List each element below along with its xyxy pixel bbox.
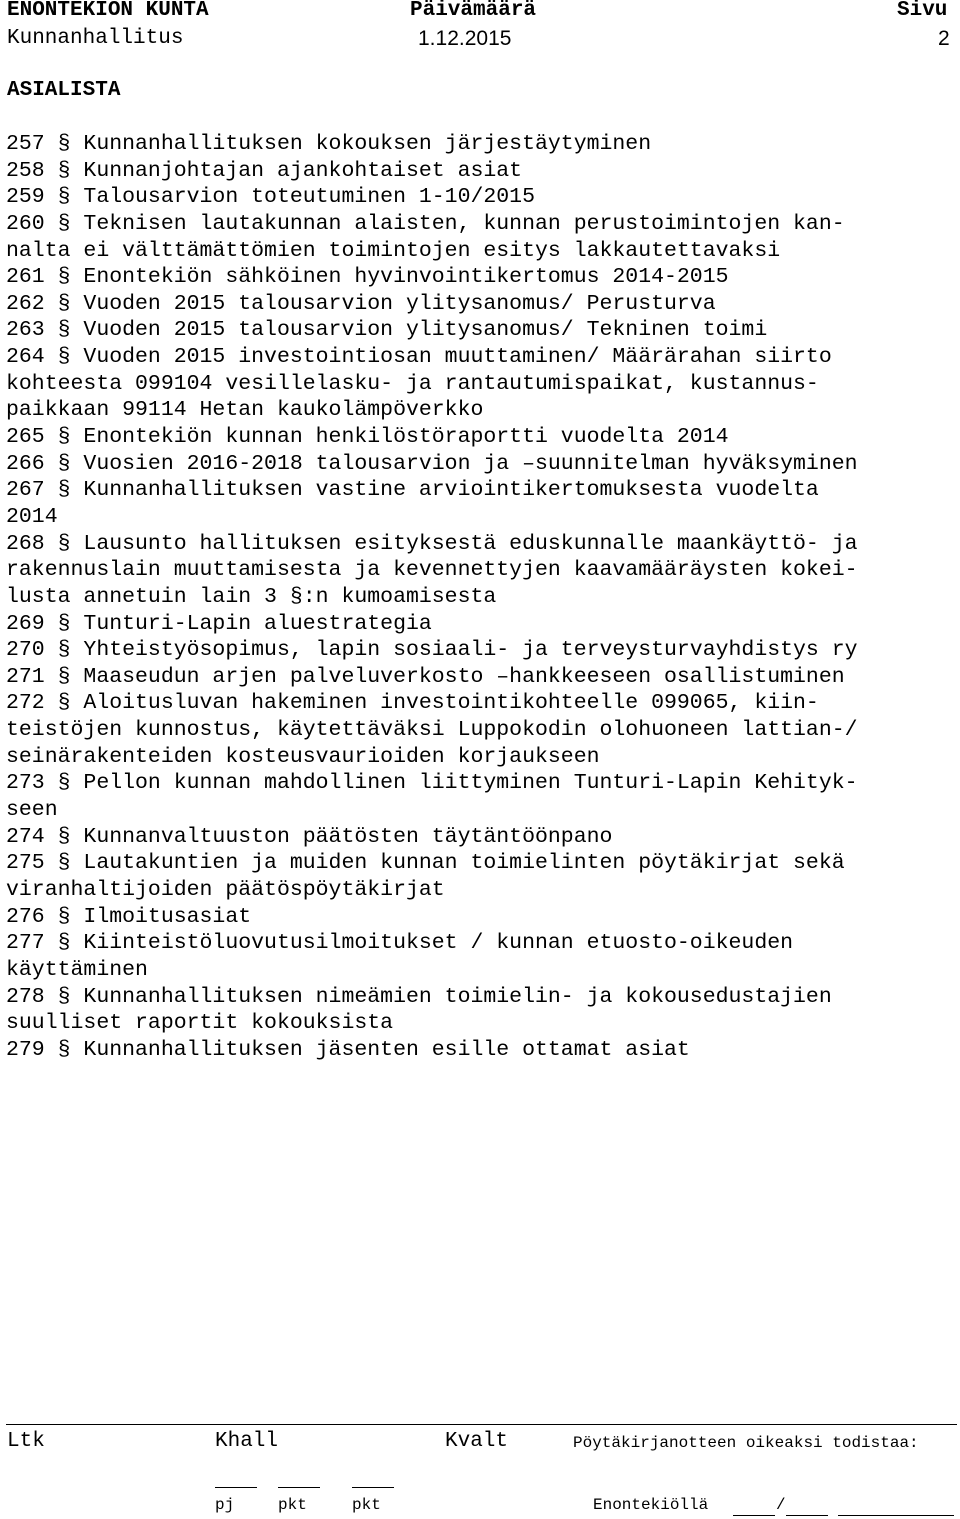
agenda-line: seen [6, 798, 58, 823]
agenda-line: 264 § Vuoden 2015 investointiosan muuttaminen/ Määrärahan siirto [6, 345, 832, 370]
agenda-line: 261 § Enontekiön sähköinen hyvinvointikertomus 2014-2015 [6, 265, 729, 290]
page-title: ASIALISTA [7, 79, 121, 102]
footer-khall: Khall [215, 1430, 279, 1453]
agenda-line: nalta ei välttämättömien toimintojen esitys lakkautettavaksi [6, 238, 781, 263]
blank-line-pkt2 [352, 1487, 394, 1488]
footer-pj: pj [215, 1496, 235, 1514]
footer-date-slash: / [776, 1496, 786, 1514]
agenda-line: lusta annetuin lain 3 §:n kumoamisesta [6, 584, 497, 609]
footer-divider [6, 1424, 957, 1425]
footer-place: Enontekiöllä [593, 1496, 709, 1514]
agenda-line: seinärakenteiden kosteusvaurioiden korjaukseen [6, 744, 600, 769]
agenda-line: paikkaan 99114 Hetan kaukolämpöverkko [6, 398, 484, 423]
agenda-line: suulliset raportit kokouksista [6, 1011, 394, 1036]
footer-kvalt: Kvalt [445, 1430, 509, 1453]
agenda-line: 274 § Kunnanvaltuuston päätösten täytäntöönpano [6, 824, 613, 849]
agenda-line: 259 § Talousarvion toteutuminen 1-10/2015 [6, 185, 535, 210]
agenda-line: 267 § Kunnanhallituksen vastine arviointikertomuksesta vuodelta [6, 478, 819, 503]
agenda-line: 263 § Vuoden 2015 talousarvion ylitysanomus/ Tekninen toimi [6, 318, 768, 343]
agenda-line: 275 § Lautakuntien ja muiden kunnan toimielinten pöytäkirjat sekä [6, 851, 845, 876]
agenda-line: käyttäminen [6, 957, 148, 982]
agenda-line: 276 § Ilmoitusasiat [6, 904, 252, 929]
blank-line-pj [215, 1487, 257, 1488]
agenda-line: kohteesta 099104 vesillelasku- ja rantautumispaikat, kustannus- [6, 371, 819, 396]
org-name: ENONTEKIÖN KUNTA [7, 0, 209, 22]
footer-pkt-1: pkt [278, 1496, 307, 1514]
agenda-line: 270 § Yhteistyösopimus, lapin sosiaali- ja terveysturvayhdistys ry [6, 638, 858, 663]
agenda-line: 268 § Lausunto hallituksen esityksestä eduskunnalle maankäyttö- ja [6, 531, 858, 556]
footer-pkt-2: pkt [352, 1496, 381, 1514]
footer-ltk: Ltk [7, 1430, 45, 1453]
agenda-line: teistöjen kunnostus, käytettäväksi Luppokodin olohuoneen lattian-/ [6, 718, 858, 743]
agenda-line: 258 § Kunnanjohtajan ajankohtaiset asiat [6, 158, 523, 183]
body-name: Kunnanhallitus [7, 27, 184, 50]
agenda-list [6, 131, 956, 1063]
blank-line-day [733, 1515, 775, 1516]
blank-line-signature [838, 1515, 954, 1516]
agenda-line: 262 § Vuoden 2015 talousarvion ylitysanomus/ Perusturva [6, 291, 716, 316]
agenda-line: 2014 [6, 504, 58, 529]
footer-certify: Pöytäkirjanotteen oikeaksi todistaa: [573, 1434, 919, 1452]
agenda-line: 279 § Kunnanhallituksen jäsenten esille ottamat asiat [6, 1037, 690, 1062]
date-label: Päivämäärä [410, 0, 537, 22]
agenda-line: 269 § Tunturi-Lapin aluestrategia [6, 611, 432, 636]
agenda-line: 271 § Maaseudun arjen palveluverkosto –hankkeeseen osallistuminen [6, 664, 845, 689]
agenda-line: 272 § Aloitusluvan hakeminen investointikohteelle 099065, kiin- [6, 691, 819, 716]
agenda-line: 273 § Pellon kunnan mahdollinen liittyminen Tunturi-Lapin Kehityk- [6, 771, 858, 796]
agenda-line: 277 § Kiinteistöluovutusilmoitukset / kunnan etuosto-oikeuden [6, 931, 794, 956]
agenda-line: 260 § Teknisen lautakunnan alaisten, kunnan perustoimintojen kan- [6, 211, 845, 236]
agenda-line: rakennuslain muuttamisesta ja kevennettyjen kaavamääräysten kokei- [6, 558, 858, 583]
agenda-line: 257 § Kunnanhallituksen kokouksen järjestäytyminen [6, 132, 652, 156]
page-label: Sivu [897, 0, 948, 22]
blank-line-month [786, 1515, 828, 1516]
agenda-line: viranhaltijoiden päätöspöytäkirjat [6, 877, 445, 902]
agenda-line: 266 § Vuosien 2016-2018 talousarvion ja –suunnitelman hyväksyminen [6, 451, 858, 476]
agenda-line: 265 § Enontekiön kunnan henkilöstöraportti vuodelta 2014 [6, 425, 729, 450]
page-number: 2 [938, 27, 950, 50]
blank-line-pkt1 [278, 1487, 320, 1488]
meeting-date: 1.12.2015 [418, 27, 512, 50]
agenda-line: 278 § Kunnanhallituksen nimeämien toimielin- ja kokousedustajien [6, 984, 832, 1009]
